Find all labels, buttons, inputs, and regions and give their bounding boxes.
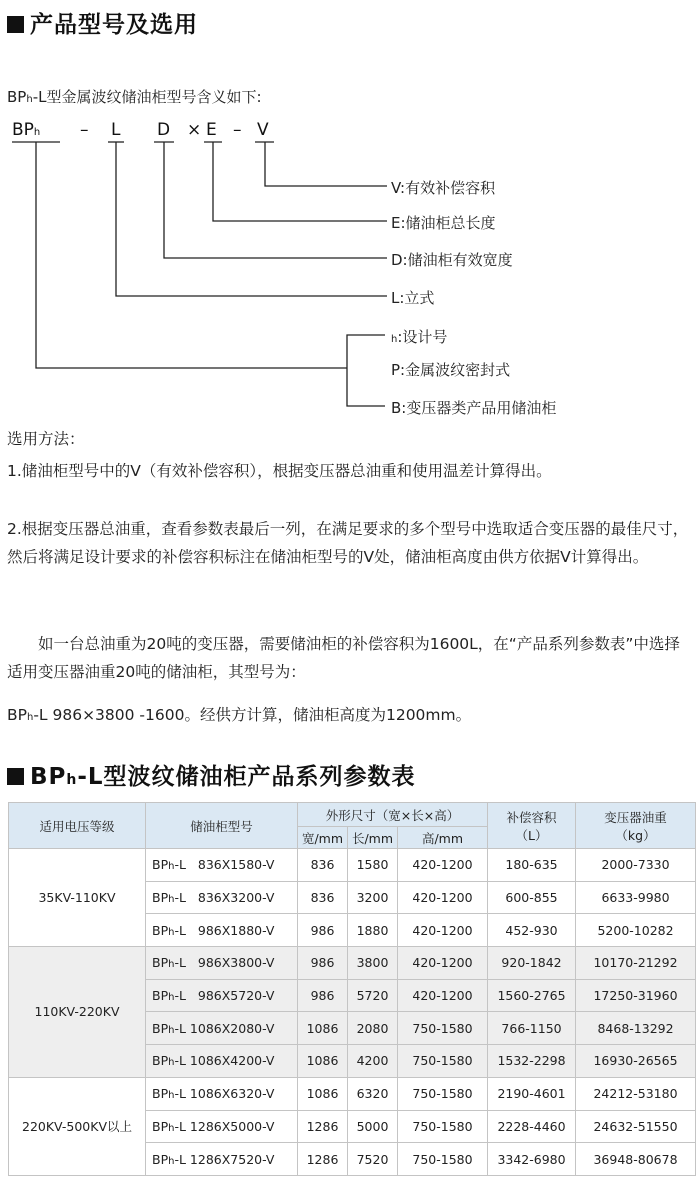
header-dimensions: 外形尺寸（宽×长×高）	[298, 803, 488, 827]
square-bullet-icon	[7, 768, 24, 785]
legend-h: h:设计号	[391, 328, 448, 346]
length-cell: 5720	[348, 979, 398, 1012]
height-cell: 750-1580	[398, 1077, 488, 1110]
model-cell: BPh-L 986X3800-V	[146, 947, 298, 980]
code-token-times: ×	[187, 120, 202, 140]
parameter-table	[8, 802, 696, 1176]
connector-d	[164, 142, 387, 258]
header-oil-weight: 变压器油重 （kg）	[576, 803, 696, 849]
width-cell: 1286	[298, 1143, 348, 1176]
header-model: 储油柜型号	[146, 803, 298, 849]
method-example-model: BPh-L 986×3800 -1600。经供方计算，储油柜高度为1200mm。	[7, 706, 472, 724]
header-length: 长/mm	[348, 827, 398, 849]
table-row	[9, 947, 696, 980]
model-cell: BPh-L 1086X6320-V	[146, 1077, 298, 1110]
oil-weight-cell: 24632-51550	[576, 1110, 696, 1143]
height-cell: 420-1200	[398, 947, 488, 980]
model-cell: BPh-L 836X1580-V	[146, 849, 298, 882]
width-cell: 986	[298, 979, 348, 1012]
header-volume: 补偿容积 （L）	[488, 803, 576, 849]
oil-weight-cell: 2000-7330	[576, 849, 696, 882]
width-cell: 1086	[298, 1012, 348, 1045]
width-cell: 1286	[298, 1110, 348, 1143]
oil-weight-cell: 10170-21292	[576, 947, 696, 980]
model-cell: BPh-L 1286X5000-V	[146, 1110, 298, 1143]
header-height: 高/mm	[398, 827, 488, 849]
code-token-dash: –	[233, 120, 242, 140]
model-cell: BPh-L 1086X2080-V	[146, 1012, 298, 1045]
header-width: 宽/mm	[298, 827, 348, 849]
width-cell: 986	[298, 947, 348, 980]
volume-cell: 180-635	[488, 849, 576, 882]
volume-cell: 600-855	[488, 881, 576, 914]
model-code-diagram	[0, 0, 700, 420]
height-cell: 420-1200	[398, 849, 488, 882]
method-example: 如一台总油重为20吨的变压器，需要储油柜的补偿容积为1600L，在“产品系列参数表”中选择适用变压器油重20吨的储油柜，其型号为：	[7, 635, 680, 681]
volume-cell: 766-1150	[488, 1012, 576, 1045]
oil-weight-cell: 36948-80678	[576, 1143, 696, 1176]
oil-weight-cell: 6633-9980	[576, 881, 696, 914]
length-cell: 3800	[348, 947, 398, 980]
voltage-cell: 110KV-220KV	[9, 947, 146, 1078]
width-cell: 1086	[298, 1045, 348, 1078]
width-cell: 1086	[298, 1077, 348, 1110]
model-cell: BPh-L 986X5720-V	[146, 979, 298, 1012]
voltage-cell: 220KV-500KV以上	[9, 1077, 146, 1175]
header-voltage: 适用电压等级	[9, 803, 146, 849]
model-cell: BPh-L 836X3200-V	[146, 881, 298, 914]
legend-p: P:金属波纹密封式	[391, 361, 511, 379]
height-cell: 750-1580	[398, 1012, 488, 1045]
volume-cell: 920-1842	[488, 947, 576, 980]
length-cell: 1880	[348, 914, 398, 947]
length-cell: 1580	[348, 849, 398, 882]
length-cell: 6320	[348, 1077, 398, 1110]
length-cell: 5000	[348, 1110, 398, 1143]
connector-v	[265, 142, 387, 186]
height-cell: 750-1580	[398, 1110, 488, 1143]
legend-l: L:立式	[391, 289, 435, 307]
table-row	[9, 1077, 696, 1110]
code-token-bp: BPh	[12, 120, 41, 140]
height-cell: 750-1580	[398, 1045, 488, 1078]
legend-d: D:储油柜有效宽度	[391, 251, 513, 269]
model-intro-text: BPh-L型金属波纹储油柜型号含义如下:	[7, 88, 262, 106]
legend-e: E:储油柜总长度	[391, 214, 496, 232]
bracket-bp	[347, 335, 385, 406]
section-title-model-selection: 产品型号及选用	[7, 6, 198, 39]
oil-weight-cell: 8468-13292	[576, 1012, 696, 1045]
model-cell: BPh-L 986X1880-V	[146, 914, 298, 947]
legend-v: V:有效补偿容积	[391, 179, 496, 197]
code-token-e: E	[206, 120, 217, 140]
length-cell: 4200	[348, 1045, 398, 1078]
width-cell: 836	[298, 881, 348, 914]
model-cell: BPh-L 1086X4200-V	[146, 1045, 298, 1078]
volume-cell: 452-930	[488, 914, 576, 947]
volume-cell: 3342-6980	[488, 1143, 576, 1176]
length-cell: 2080	[348, 1012, 398, 1045]
oil-weight-cell: 24212-53180	[576, 1077, 696, 1110]
height-cell: 420-1200	[398, 881, 488, 914]
code-token-l: L	[111, 120, 121, 140]
length-cell: 3200	[348, 881, 398, 914]
oil-weight-cell: 17250-31960	[576, 979, 696, 1012]
method-title: 选用方法：	[7, 430, 85, 448]
legend-b: B:变压器类产品用储油柜	[391, 399, 557, 417]
height-cell: 750-1580	[398, 1143, 488, 1176]
table-row	[9, 849, 696, 882]
code-token-v: V	[257, 120, 269, 140]
height-cell: 420-1200	[398, 914, 488, 947]
oil-weight-cell: 16930-26565	[576, 1045, 696, 1078]
height-cell: 420-1200	[398, 979, 488, 1012]
section-title-parameter-table: BPh-L型波纹储油柜产品系列参数表	[7, 758, 416, 791]
code-token-d: D	[157, 120, 171, 140]
width-cell: 986	[298, 914, 348, 947]
volume-cell: 2190-4601	[488, 1077, 576, 1110]
oil-weight-cell: 5200-10282	[576, 914, 696, 947]
width-cell: 836	[298, 849, 348, 882]
connector-e	[213, 142, 387, 221]
connector-l	[116, 142, 387, 296]
length-cell: 7520	[348, 1143, 398, 1176]
volume-cell: 2228-4460	[488, 1110, 576, 1143]
model-cell: BPh-L 1286X7520-V	[146, 1143, 298, 1176]
connector-bp	[36, 142, 347, 368]
code-token-dash: –	[80, 120, 89, 140]
voltage-cell: 35KV-110KV	[9, 849, 146, 947]
volume-cell: 1532-2298	[488, 1045, 576, 1078]
volume-cell: 1560-2765	[488, 979, 576, 1012]
method-step-1: 1.储油柜型号中的V（有效补偿容积），根据变压器总油重和使用温差计算得出。	[7, 462, 552, 480]
method-step-2: 2.根据变压器总油重，查看参数表最后一列，在满足要求的多个型号中选取适合变压器的最佳尺寸，然后将满足设计要求的补偿容积标注在储油柜型号的V处，储油柜高度由供方依据V计算得出。	[7, 520, 689, 566]
